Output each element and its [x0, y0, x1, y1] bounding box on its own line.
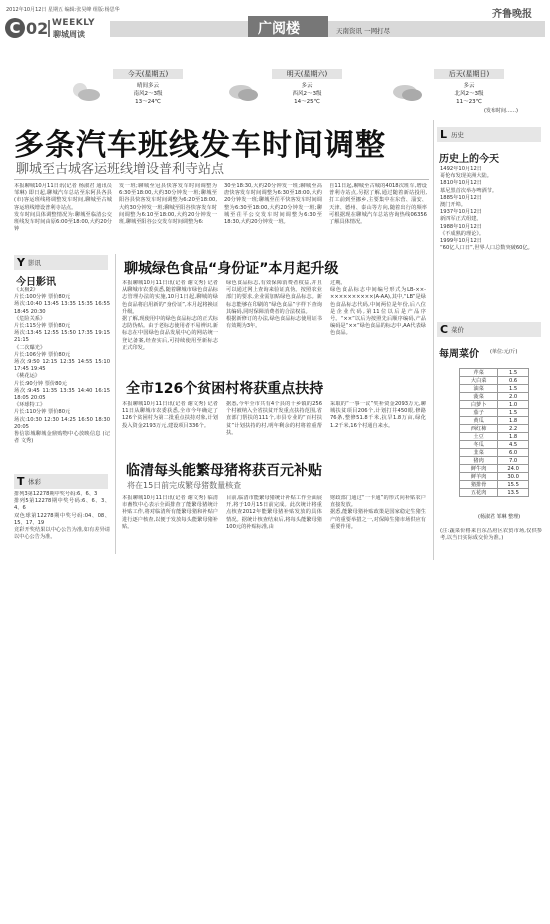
menu-title: 每周菜价 — [439, 349, 479, 360]
section-menu-name: 菜价 — [451, 326, 464, 334]
headline-body-col4: 自11日起,聊城至古城的4018次班车,增设普利寺站点,另据了解,通过随着新站投用,打工前到至挪乡,主要集中在东营、淄安、天津、德州、泰山等方向,随着出行的频率可根据现在聊城汽车总站咨询热线06356了解具体情况。 — [329, 183, 427, 226]
price-item: 菠菜 — [460, 393, 498, 401]
poverty-col3: 采取的“一事一议”奖补资金2093万元,聊城扶贫项目206个,计划打井450眼,修路76条,整修51.8千米,抗旱1.8万亩,绿化1.2千米,16个村通自来水。 — [330, 401, 426, 429]
price-value: 4.5 — [498, 441, 529, 449]
price-row — [460, 377, 529, 385]
headline-body-col3: 30至18:30,大约20分钟发一班;聊城至高唐快客发车时间调整为6:30至18:00,大约20分钟发一班;聊城至茌平快客发车时间调整为6:30至18:00,大约20分钟发一班;聊城至茌平公交发车时间调整为6:30至18:30,大约20分钟发一班。 — [224, 183, 322, 226]
price-item: 五花肉 — [460, 489, 498, 497]
section-history-letter: L — [440, 128, 448, 141]
menu-note: (注:蔬菜价格来自东昌府区农贸市场,仅供参考,以当日实际成交价为准。) — [440, 528, 542, 542]
price-value: 7.0 — [498, 457, 529, 465]
price-row — [460, 425, 529, 433]
weekly-en: WEEKLY — [52, 18, 96, 28]
price-row — [460, 465, 529, 473]
cloud-icon — [390, 80, 424, 102]
page-number: 02 — [26, 19, 49, 38]
menu-unit: (单位:元/斤) — [490, 349, 518, 355]
weather-after-desc: 多云 — [463, 83, 475, 89]
headline-body-col2: 发一班;聊城至冠县快客发车时间调整为6:30至18:00,大约30分钟发一班;聊城至阳谷县快客发车时间调整为6:20至18:00,大约30分钟发一班;聊城至阳谷快客发车时间调整为6:10至18:00,大约20分钟发一班,聊城至阳谷公交发车时间调整为6: — [119, 183, 217, 226]
history-title: 历史上的今天 — [439, 154, 499, 165]
price-value: 1.5 — [498, 409, 529, 417]
green-food-col2: 绿色食品标志,有效保障消费者权益,并且可以通过网上查询来验证真伪。按照农业部门的要求,企业需加贴绿色食品标志。新标志能够在印刷的“绿色食品”字样下查询其编码,同时保障消费者的合法权益。 根据新修订的办法,绿色食品标志使用证书有效期为3年。 — [226, 280, 322, 330]
menu-credit: (杨淑君 邹琳 整理) — [478, 514, 521, 520]
sun-cloud-icon — [68, 80, 102, 102]
weather-after-wind: 北风2～3级 — [454, 91, 484, 97]
weekly-divider — [48, 20, 50, 37]
pig-subsidy-col2: 目前,临清市能繁母猪统计补贴工作全面展开,将于10月15日前完成。此次统计将重点核查2012年能繁母猪补贴发放的具体情况。据统计核查结束后,将每头能繁母猪100元的补贴标准,由 — [226, 495, 322, 530]
weather-today-temp: 13～24℃ — [135, 99, 161, 105]
section-movies-name: 影讯 — [28, 259, 41, 267]
price-item: 冬瓜 — [460, 441, 498, 449]
poverty-col2: 据悉,今年全市共有4个县的十乡镇的256个村被纳入全省扶贫开发重点扶持范围,省直部门帮扶的111个,市县专业的“百村扶贫”计划扶持的村,明年剩余的村将着重帮扶。 — [226, 401, 322, 436]
weather-today-label: 今天(星期五) — [127, 70, 169, 78]
section-movies-letter: Y — [17, 256, 25, 269]
price-row — [460, 417, 529, 425]
history-list: 1492年10月12日 哥伦布发现美洲大陆。 1810年10月12日 慕尼黑首次举办啤酒节。 1885年10月12日 澳门开埠。 1937年10月12日 新四军正式组建。 1988年10月12日 《不成熟的理论》。 1999年10月12日 “60亿人口日”,世界人口总数突破60亿。 — [440, 166, 533, 252]
price-row — [460, 409, 529, 417]
pig-subsidy-col1: 本报聊城10月11日讯(记者 谢文秀) 临清市畜牧中心表示全面排查了能繁母猪统计补贴工作,将对临清所有能繁母猪和补贴户进行逐户核查,以便于发放每头能繁母猪补贴。 — [122, 495, 218, 530]
price-item: 韭菜 — [460, 449, 498, 457]
price-item: 芹菜 — [460, 369, 498, 377]
price-item: 猪肉 — [460, 457, 498, 465]
section-history-name: 历史 — [451, 131, 464, 139]
right-sidebar-divider — [433, 120, 434, 560]
weather-after-day — [434, 69, 504, 79]
price-value: 1.5 — [498, 385, 529, 393]
weather-tomorrow-label: 明天(星期六) — [286, 70, 328, 78]
weather-tomorrow-desc: 多云 — [301, 83, 313, 89]
sidebar-divider — [115, 254, 116, 554]
price-value: 1.8 — [498, 417, 529, 425]
price-value: 6.0 — [498, 449, 529, 457]
weather-tomorrow-day — [272, 69, 342, 79]
section-history-header — [437, 127, 541, 142]
price-value: 2.0 — [498, 393, 529, 401]
price-value: 13.5 — [498, 489, 529, 497]
weather-note: (发布时间……) — [484, 108, 518, 114]
price-value: 15.5 — [498, 481, 529, 489]
price-row — [460, 473, 529, 481]
price-value: 2.2 — [498, 425, 529, 433]
price-value: 24.0 — [498, 465, 529, 473]
price-row — [460, 441, 529, 449]
pig-subsidy-title: 临清每头能繁母猪将获百元补贴 — [126, 463, 322, 479]
cloud-icon — [226, 80, 260, 102]
price-row — [460, 433, 529, 441]
weather-today-desc: 晴间多云 — [136, 83, 159, 89]
headline-rule — [14, 179, 429, 180]
weather-tomorrow-wind: 西风2～3级 — [292, 91, 322, 97]
weather-after-label: 后天(星期日) — [448, 70, 490, 78]
section-menu-header — [437, 322, 541, 337]
price-item: 大白菜 — [460, 377, 498, 385]
weekly-cn: 聊城周读 — [53, 30, 85, 39]
section-menu-letter: C — [440, 323, 449, 336]
price-value: 0.6 — [498, 377, 529, 385]
price-row — [460, 369, 529, 377]
weather-today-wind: 南风2～3级 — [133, 91, 163, 97]
page-letter: C — [9, 19, 21, 37]
price-item: 油菜 — [460, 385, 498, 393]
section-movies-header — [14, 255, 108, 270]
poverty-title: 全市126个贫困村将获重点扶持 — [126, 381, 324, 397]
section-lottery-header — [14, 474, 108, 489]
date-line: 2012年10月12日 星期五 编辑:张昊峰 组版:杨思华 — [6, 7, 120, 13]
movies-title: 今日影讯 — [16, 277, 56, 288]
green-food-col3: 过期。 绿色食品标志中间编号形式为LB-××-××××××××××(A-AA),其中,“LB”是绿色食品标志代码,中间两位是年份,后八位是企业代码,第11位以后是产品序号。“××”以后为按照先后顺序编码,产品编码是“××”绿色食品的标志中,AA代表绿色食品。 — [330, 280, 426, 337]
price-value: 1.0 — [498, 401, 529, 409]
price-item: 猪排骨 — [460, 481, 498, 489]
section-lottery-letter: T — [17, 475, 25, 488]
column-title: 广阅楼 — [258, 21, 300, 37]
price-row — [460, 481, 529, 489]
price-item: 土豆 — [460, 433, 498, 441]
headline-body-col1: 本报聊城10月11日讯(记者 杨淑君 通讯员 邹琳) 即日起,聊城汽车总站至东阿县各县(市)客运班线将调整发车时间,聊城至古城客运班线增设普利寺站点。 发车时间具体调整情况为:聊城至临清公交班线发车时间由原6:00至18:00,大约20分钟 — [14, 183, 112, 233]
weather-tomorrow-temp: 14～25℃ — [294, 99, 320, 105]
price-row — [460, 401, 529, 409]
page-letter-badge — [5, 18, 25, 38]
green-food-title: 聊城绿色食品“身份证”本月起升级 — [124, 261, 339, 277]
pig-subsidy-subtitle: 将在15日前完成繁母猪数量核查 — [127, 481, 242, 490]
newspaper-logo: 齐鲁晚报 — [492, 9, 532, 20]
price-item: 鲜牛肉 — [460, 465, 498, 473]
price-item: 鲜羊肉 — [460, 473, 498, 481]
poverty-col1: 本报聊城10月11日讯(记者 谢文秀) 记者11日从聊城市农委获悉,全市今年确定了126个贫困村为第二批重点扶持对象,计划投入资金2193万元,建设项目336个。 — [122, 401, 218, 429]
price-value: 1.5 — [498, 369, 529, 377]
lottery-results: 排列3第12278期中奖号码:6、6、3 排列5第12278期中奖号码:6、6、3、4、6 双色球第12278期中奖号码:04、08、15、17、19 竞彩开奖结果以中心公告为准,如有差异请以中心公告为准。 — [14, 491, 110, 541]
price-row — [460, 393, 529, 401]
price-item: 黄瓜 — [460, 417, 498, 425]
pig-subsidy-col3: 财政部门通过“一卡通”的形式向补贴农户直接发放。 据悉,能繁母猪补贴政策是国家稳定生猪生产的重要举措之一,对保障生猪市场供应有重要作用。 — [330, 495, 426, 530]
column-subtitle: 天南资讯 一网打尽 — [336, 27, 391, 35]
green-food-col1: 本报聊城10月11日讯(记者 谢文秀) 记者从聊城市农委获悉,随着聊城市绿色食品标志管理办法的实施,10月1日起,聊城的绿色食品将启用新的“身份证”,本月起将换证升级。 据了解,现使用中的绿色食品标志的正式标志防伪贴。由于老标志使用者不易辨识,新标志在中国绿色食品发展中心的网站统一登记备案,经查实后,可持续使用至新标志正式印发。 — [122, 280, 218, 351]
price-row — [460, 457, 529, 465]
weather-after-temp: 11～23℃ — [456, 99, 482, 105]
price-item: 西红柿 — [460, 425, 498, 433]
headline-title: 多条汽车班线发车时间调整 — [14, 128, 386, 163]
price-value: 30.0 — [498, 473, 529, 481]
price-item: 茄子 — [460, 409, 498, 417]
section-lottery-name: 体彩 — [28, 478, 41, 486]
price-row — [460, 385, 529, 393]
price-table — [459, 368, 529, 497]
price-value: 1.8 — [498, 433, 529, 441]
weather-today-day — [113, 69, 183, 79]
price-row — [460, 489, 529, 497]
price-row — [460, 449, 529, 457]
price-item: 白萝卜 — [460, 401, 498, 409]
headline-subtitle: 聊城至古城客运班线增设普利寺站点 — [16, 162, 225, 177]
movies-list: 《太极2》 片长:100分钟 票价80元 场次:10:40 13:45 13:35 15:35 16:55 18:45 20:30 《危险关系》 片长:115分钟 票价80元 场次:13:45 12:55 15:50 17:35 19:15 21:15 《二次曝光》 片长:106分钟 票价80元 场次:9:50 12:15 12:35 14:55 15:10 17:45 19:45 《桃花运》 片长:90分钟 票价80元 场次:9:45 11:35 13:35 14:40 16:15 18:05 20:05 《环球特工》 片长:110分钟 票价80元 场次:10:30 12:30 14:25 16:50 18:30 20:05 鲁信影城聊城金鼎购物中心放映信息 (记者 文秀) — [14, 287, 110, 445]
